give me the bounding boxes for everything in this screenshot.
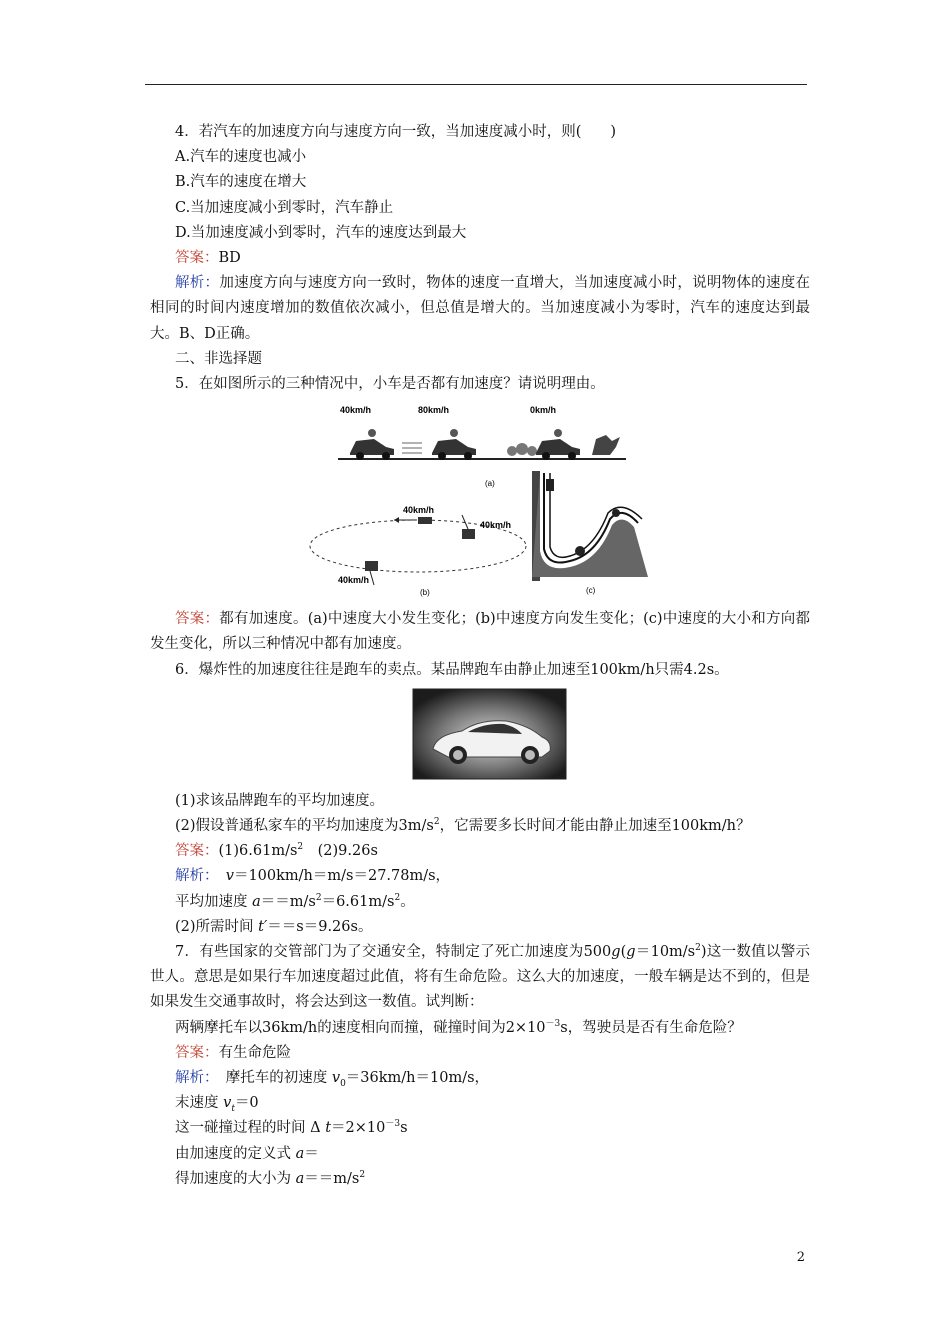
q6-exp2-e: 。 bbox=[400, 893, 415, 910]
fig-a-car-3 bbox=[536, 429, 580, 460]
q7-exp1-a: 摩托车的初速度 bbox=[225, 1070, 332, 1087]
q6-exp2-d: ＝6.61m/s bbox=[321, 893, 395, 910]
q7-answer-text: 有生命危险 bbox=[218, 1044, 291, 1061]
fig-b-car-2 bbox=[462, 515, 475, 539]
superscript-2: 2 bbox=[297, 842, 304, 853]
q7-stem2-b: s，驾驶员是否有生命危险？ bbox=[560, 1019, 742, 1036]
q4-option-d: D.当加速度减小到零时，汽车的速度达到最大 bbox=[175, 224, 467, 241]
q7-exp5-a: 得加速度的大小为 bbox=[175, 1170, 296, 1187]
var-t: t bbox=[325, 1120, 332, 1137]
superscript-neg3: －3 bbox=[385, 1119, 401, 1130]
var-vt: v bbox=[223, 1095, 232, 1112]
fig-a-label: (a) bbox=[485, 479, 495, 489]
answer-label: 答案： bbox=[175, 1044, 219, 1061]
sports-car-photo bbox=[150, 687, 810, 781]
fig-a-car-1 bbox=[350, 429, 394, 460]
superscript-2: 2 bbox=[394, 892, 401, 903]
q7-explanation-3 bbox=[150, 1116, 810, 1141]
q4-answer-text: BD bbox=[218, 250, 241, 267]
fig-a-animal bbox=[592, 435, 620, 455]
q7-exp2-c: ＝0 bbox=[234, 1095, 259, 1112]
q7-exp3-a: 这一碰撞过程的时间 Δ bbox=[175, 1120, 326, 1137]
q7-exp4-a: 由加速度的定义式 bbox=[175, 1145, 296, 1162]
q5-answer-text: 都有加速度。(a)中速度大小发生变化；(b)中速度方向发生变化；(c)中速度的大小和方向都发生变化，所以三种情况中都有加速度。 bbox=[150, 611, 810, 653]
q6-exp2-c: ＝＝m/s bbox=[260, 893, 316, 910]
q6-answer-1: (1)6.61m/s bbox=[218, 843, 298, 860]
q6-explanation-2 bbox=[150, 890, 810, 915]
var-v: v bbox=[225, 868, 234, 885]
q6-answer-2: (2)9.26s bbox=[303, 843, 378, 860]
q6-explanation-3 bbox=[150, 915, 810, 940]
q7-stem2-a: 两辆摩托车以36km/h的速度相向而撞，碰撞时间为2×10 bbox=[175, 1019, 546, 1036]
q4-explanation-text: 加速度方向与速度方向一致时，物体的速度一直增大，当加速度减小时，说明物体的速度在相同的时间内速度增加的数值依次减小，但总值是增大的。当加速度减小为零时，汽车的速度达到最大。B、D正确。 bbox=[150, 275, 811, 342]
section-heading: 二、非选择题 bbox=[175, 350, 262, 367]
q7-stem-e: ＝10m/s bbox=[635, 944, 696, 961]
fig-b-car-1 bbox=[394, 517, 432, 524]
q7-exp1-c: ＝36km/h＝10m/s， bbox=[345, 1070, 490, 1087]
q7-stem-f: )这一数值以警示世人。意思是如果行车加速度超过此值，将有生命危险。这么大的加速度，一般车辆是达不到的，但是如果发生交通事故时，将会达到这一数值。试判断： bbox=[150, 944, 810, 1011]
subscript-t: t bbox=[231, 1104, 235, 1115]
q6-explanation-1 bbox=[150, 864, 810, 889]
fig-a-speed-1: 40km/h bbox=[340, 405, 372, 416]
var-a: a bbox=[295, 1145, 305, 1162]
q7-explanation-5 bbox=[150, 1167, 810, 1192]
explanation-label: 解析： bbox=[175, 868, 212, 885]
q6-exp3-c: ＝＝s＝9.26s。 bbox=[267, 918, 373, 935]
q6-exp3-a: (2)所需时间 bbox=[175, 918, 259, 935]
var-t-prime: t′ bbox=[258, 918, 268, 935]
fig-b-speed-3: 40km/h bbox=[338, 575, 370, 586]
q7-exp5-c: ＝＝m/s bbox=[304, 1170, 360, 1187]
subscript-0: 0 bbox=[340, 1078, 346, 1089]
q5-figure-svg bbox=[150, 401, 810, 601]
page-content bbox=[150, 120, 810, 1192]
explanation-label: 解析： bbox=[175, 275, 220, 292]
q6-stem: 6．爆炸性的加速度往往是跑车的卖点。某品牌跑车由静止加速至100km/h只需4.2s。 bbox=[175, 661, 729, 678]
q6-figure bbox=[150, 687, 810, 783]
q7-stem bbox=[150, 940, 810, 1016]
q4-option-b: B.汽车的速度在增大 bbox=[175, 174, 307, 191]
fig-b-label: (b) bbox=[420, 588, 430, 598]
q5-answer bbox=[150, 607, 810, 657]
q6-exp2-a: 平均加速度 bbox=[175, 893, 253, 910]
q6-part2-text-a: (2)假设普通私家车的平均加速度为3m/s bbox=[175, 818, 434, 835]
q6-explanation-1-text: ＝100km/h＝m/s＝27.78m/s， bbox=[233, 868, 451, 885]
q7-exp2-a: 末速度 bbox=[175, 1095, 224, 1112]
var-a: a bbox=[252, 893, 261, 910]
q6-part2 bbox=[150, 814, 810, 839]
q7-explanation-2 bbox=[150, 1091, 810, 1116]
superscript-2: 2 bbox=[359, 1170, 366, 1181]
q5-stem: 5．在如图所示的三种情况中，小车是否都有加速度？请说明理由。 bbox=[175, 376, 605, 393]
answer-label: 答案： bbox=[175, 250, 219, 267]
page-number: 2 bbox=[796, 1250, 805, 1265]
q5-figure bbox=[150, 401, 810, 601]
q7-exp4-c: ＝ bbox=[304, 1145, 319, 1162]
q7-explanation-1 bbox=[150, 1066, 810, 1091]
q7-stem-2 bbox=[150, 1016, 810, 1041]
var-g: g bbox=[611, 944, 621, 961]
q4-option-c: C.当加速度减小到零时，汽车静止 bbox=[175, 199, 394, 216]
fig-a-car-2 bbox=[432, 429, 476, 460]
fig-c-label: (c) bbox=[586, 586, 596, 596]
q7-stem-a: 7．有些国家的交管部门为了交通安全，特制定了死亡加速度为500 bbox=[175, 944, 612, 961]
fig-c-coaster bbox=[532, 471, 648, 581]
q6-part2-text-b: ，它需要多长时间才能由静止加速至100km/h？ bbox=[439, 818, 751, 835]
fig-a-speed-2: 80km/h bbox=[418, 405, 450, 416]
fig-b-speed-2: 40km/h bbox=[480, 520, 512, 531]
superscript-neg3: －3 bbox=[545, 1018, 561, 1029]
answer-label: 答案： bbox=[175, 843, 219, 860]
q4-explanation bbox=[150, 271, 810, 347]
var-v0: v bbox=[331, 1070, 341, 1087]
q7-exp3-d: s bbox=[400, 1120, 408, 1137]
superscript-2: 2 bbox=[315, 892, 322, 903]
q6-answer bbox=[150, 839, 810, 864]
var-g: g bbox=[626, 944, 636, 961]
explanation-label: 解析： bbox=[175, 1070, 212, 1087]
answer-label: 答案： bbox=[175, 611, 220, 628]
q4-answer bbox=[150, 246, 810, 271]
fig-b-speed-1: 40km/h bbox=[403, 505, 435, 516]
q6-part1: (1)求该品牌跑车的平均加速度。 bbox=[175, 792, 385, 809]
q4-stem: 4．若汽车的加速度方向与速度方向一致，当加速度减小时，则( ) bbox=[175, 124, 617, 140]
superscript-2: 2 bbox=[433, 817, 440, 828]
q7-exp3-c: ＝2×10 bbox=[331, 1120, 386, 1137]
header-rule bbox=[145, 84, 807, 85]
fig-a-speed-3: 0km/h bbox=[530, 405, 557, 416]
q7-explanation-4 bbox=[150, 1142, 810, 1167]
q7-stem-c: ( bbox=[620, 944, 627, 961]
q7-answer bbox=[150, 1041, 810, 1066]
fig-a-smoke bbox=[507, 443, 537, 456]
superscript-2: 2 bbox=[695, 943, 701, 954]
q4-option-a: A.汽车的速度也减小 bbox=[175, 149, 307, 166]
var-a: a bbox=[295, 1170, 305, 1187]
